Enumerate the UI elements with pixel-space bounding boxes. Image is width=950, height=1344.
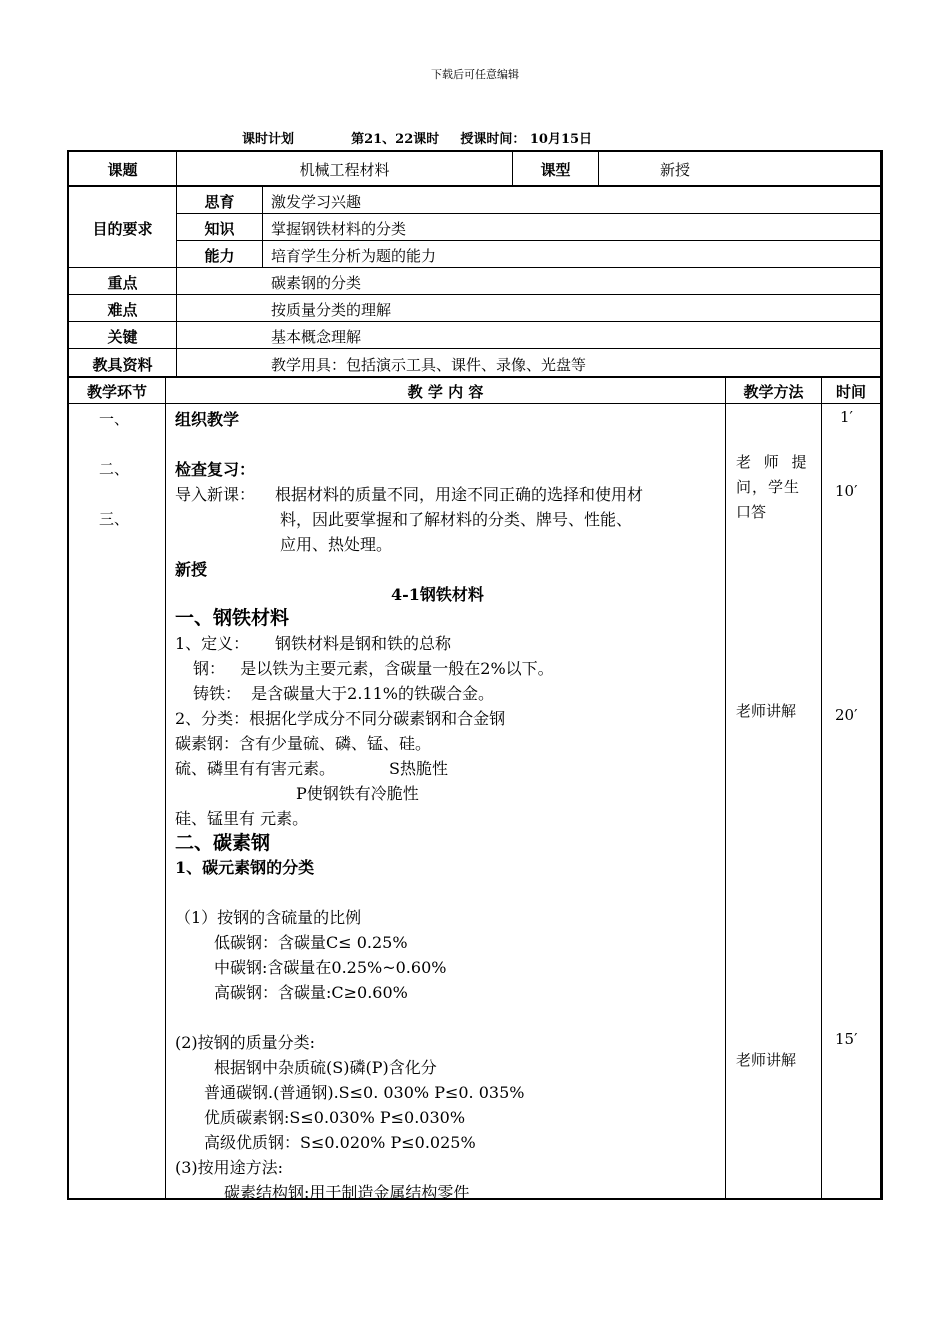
goal-label-2: 知识 [204,220,235,238]
content-by-use: (3)按用途方法: [175,1158,284,1177]
time-4: 15′ [835,1030,858,1048]
col-header-time: 时间 [835,383,866,401]
content-mid: 中碳钢:含碳量在0.25%~0.60% [214,958,447,977]
type-label: 课型 [540,161,571,179]
content-intro-2: 料，因此要掌握和了解材料的分类、牌号、性能、 [280,510,633,529]
method-lecture-1: 老师讲解 [736,702,797,720]
type-value: 新授 [659,161,690,179]
stage-3: 三、 [98,510,129,528]
goal-value-1: 激发学习兴趣 [271,193,362,211]
topic-label: 课题 [107,161,138,179]
content-low: 低碳钢：含碳量C≤ 0.25% [214,933,408,952]
content-intro-1: 根据材料的质量不同，用途不同正确的选择和使用材 [275,485,644,504]
content-normal: 普通碳钢.(普通钢).S≤0. 030% P≤0. 035% [204,1083,525,1102]
col-header-content: 教 学 内 容 [407,383,484,401]
content-class: 2、分类：根据化学成分不同分碳素钢和合金钢 [175,709,506,728]
difficulty-value: 按质量分类的理解 [271,301,392,319]
content-harmful: 硫、磷里有有害元素。 [175,759,336,778]
content-h1: 一、钢铁材料 [175,607,290,629]
content-high: 高碳钢：含碳量:C≥0.60% [214,983,408,1002]
content-structural: 碳素结构钢:用于制造金属结构零件 [224,1183,470,1202]
plan-line [242,128,592,147]
content-h2-sub: 1、碳元素钢的分类 [175,858,315,877]
goal-value-3: 培育学生分析为题的能力 [271,247,437,265]
content-by-q: (2)按钢的质量分类: [175,1033,316,1052]
plan-period: 第21、22课时 [351,132,440,147]
content-by-q-sub: 根据钢中杂质硫(S)磷(P)含化分 [214,1058,437,1077]
goal-label-3: 能力 [204,247,235,265]
plan-date-value: 10月15日 [529,132,593,147]
method-line-3: 口答 [736,503,767,521]
crux-value: 基本概念理解 [271,328,362,346]
col-header-stage: 教学环节 [86,383,147,401]
header-note: 下载后可任意编辑 [431,68,519,81]
goal-label-1: 思育 [204,193,235,211]
difficulty-label: 难点 [107,301,138,319]
content-s-hot: S热脆性 [389,759,448,778]
content-intro-3: 应用、热处理。 [280,535,393,554]
content-h2: 二、碳素钢 [175,832,271,854]
plan-date-label: 授课时间： [460,132,526,147]
content-steel: 钢： 是以铁为主要元素，含碳量一般在2%以下。 [193,659,554,678]
content-quality: 优质碳素钢:S≤0.030% P≤0.030% [204,1108,466,1127]
col-header-method: 教学方法 [743,383,804,401]
key-point-label: 重点 [107,274,138,292]
content-def-label: 1、定义： [175,634,250,653]
content-def-value: 钢铁材料是钢和铁的总称 [275,634,452,653]
goal-value-2: 掌握钢铁材料的分类 [271,220,407,238]
stage-1: 一、 [98,410,129,428]
content-si-mn: 硅、锰里有 元素。 [175,809,309,828]
content-new: 新授 [175,560,208,579]
materials-value: 教学用具：包括演示工具、课件、录像、光盘等 [271,356,587,374]
plan-label: 课时计划 [242,132,295,147]
materials-label: 教具资料 [92,356,153,374]
method-lecture-2: 老师讲解 [736,1051,797,1069]
method-line-2: 问，学生 [736,478,801,496]
content-intro-label: 导入新课： [175,485,256,504]
method-line-1: 老 师 提 [736,453,811,471]
content-section-title: 4-1钢铁材料 [391,585,484,604]
topic-value: 机械工程材料 [299,161,390,179]
time-1: 1′ [840,408,853,426]
key-point-value: 碳素钢的分类 [271,274,362,292]
content-advanced: 高级优质钢：S≤0.020% P≤0.025% [204,1133,476,1152]
goals-label: 目的要求 [92,220,153,238]
stage-2: 二、 [98,460,129,478]
content-p-cold: P使钢铁有冷脆性 [296,784,419,803]
content-organize: 组织教学 [175,410,240,429]
time-3: 20′ [835,706,858,724]
content-iron: 铸铁： 是含碳量大于2.11%的铁碳合金。 [193,684,495,703]
time-2: 10′ [835,482,858,500]
content-carbon-steel: 碳素钢：含有少量硫、磷、锰、硅。 [175,734,432,753]
crux-label: 关键 [107,328,138,346]
content-by-c: （1）按钢的含硫量的比例 [175,908,362,927]
content-review: 检查复习： [175,460,256,479]
